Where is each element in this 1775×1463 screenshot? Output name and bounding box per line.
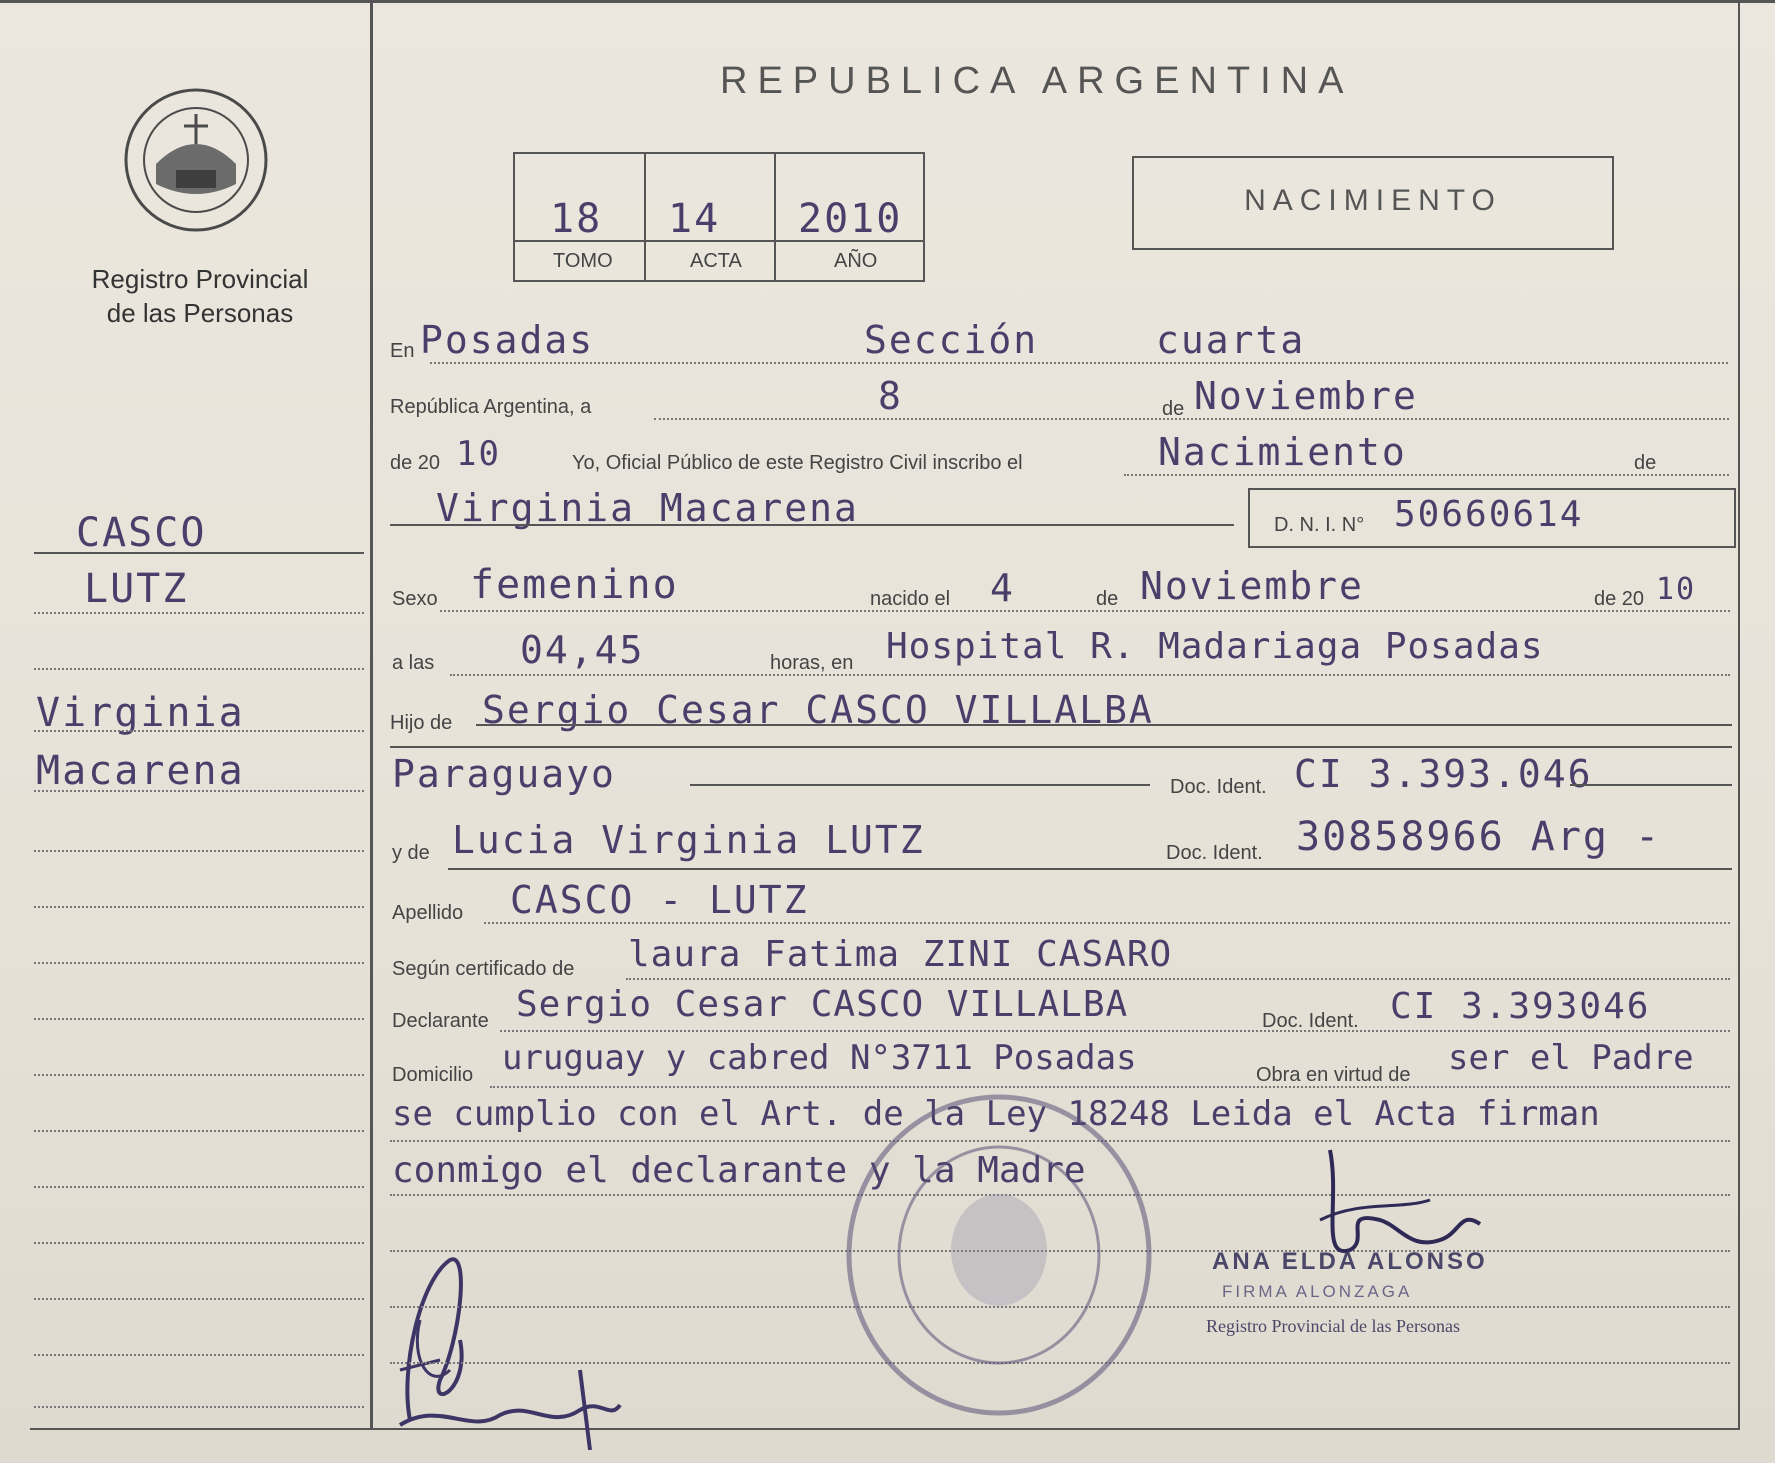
stub-line: [34, 850, 364, 852]
dotted-rule: [430, 362, 1728, 364]
provincial-seal: [120, 84, 272, 236]
father-nationality: Paraguayo: [392, 752, 616, 796]
year-suffix: 10: [456, 434, 501, 474]
father-name: Sergio Cesar CASCO VILLALBA: [482, 688, 1154, 732]
note-line-2: conmigo el declarante y la Madre: [392, 1150, 1086, 1191]
birth-month: Noviembre: [1140, 564, 1364, 608]
stub-line: [34, 1130, 364, 1132]
republica-label: República Argentina, a: [390, 396, 592, 418]
stub-given-2: Macarena: [36, 748, 245, 794]
city-value: Posadas: [420, 318, 595, 362]
stub-line: [34, 1406, 364, 1408]
child-name: Virginia Macarena: [436, 486, 859, 530]
country-title: REPUBLICA ARGENTINA: [720, 60, 1354, 102]
signature-declarante: [380, 1220, 640, 1450]
stub-line: [34, 1186, 364, 1188]
top-border: [0, 0, 1775, 3]
mother-doc: 30858966 Arg -: [1296, 814, 1662, 860]
apellido-label: Apellido: [392, 902, 464, 924]
tomo-value: 18: [550, 196, 603, 242]
month-value: Noviembre: [1194, 374, 1418, 418]
solid-rule: [690, 784, 1150, 786]
birth-year-suffix: 10: [1656, 572, 1697, 607]
hour-value: 04,45: [520, 628, 645, 672]
declarante-value: Sergio Cesar CASCO VILLALBA: [516, 984, 1129, 1025]
stub-line: [34, 730, 364, 732]
sexo-value: femenino: [470, 562, 679, 608]
stub-line: [34, 962, 364, 964]
right-border: [1738, 0, 1740, 1430]
stub-line: [34, 1074, 364, 1076]
acta-label: ACTA: [690, 250, 742, 272]
anio-label: AÑO: [834, 250, 878, 272]
mother-name: Lucia Virginia LUTZ: [452, 818, 925, 862]
stub-line: [34, 1298, 364, 1300]
de-label-2: de: [1634, 452, 1657, 474]
stub-rule: [34, 552, 364, 554]
solid-rule: [448, 868, 1732, 870]
stub-given-1: Virginia: [36, 690, 245, 736]
stub-line: [34, 1242, 364, 1244]
stub-line: [34, 1354, 364, 1356]
official-name: ANA ELDA ALONSO: [1212, 1248, 1488, 1275]
note-line-1: se cumplio con el Art. de la Ley 18248 Leida el Acta firman: [392, 1094, 1600, 1134]
solid-rule: [476, 724, 1732, 726]
horas-label: horas, en: [770, 652, 854, 674]
registry-name: Registro Provincial: [91, 264, 309, 294]
official-role: FIRMA ALONZAGA: [1222, 1282, 1413, 1301]
anio-value: 2010: [798, 196, 903, 242]
official-org: Registro Provincial de las Personas: [1206, 1316, 1460, 1336]
solid-rule: [390, 524, 1234, 526]
stub-line: [34, 906, 364, 908]
dotted-rule: [500, 1030, 1730, 1032]
stub-line: [34, 1018, 364, 1020]
sexo-label: Sexo: [392, 588, 438, 610]
day-value: 8: [878, 374, 903, 418]
stub-divider: [370, 0, 373, 1430]
dotted-rule: [450, 674, 1730, 676]
father-doc: CI 3.393.046: [1294, 752, 1593, 796]
dotted-rule: [1124, 474, 1729, 476]
doc-ident-label-2: Doc. Ident.: [1166, 842, 1263, 864]
stub-line: [34, 790, 364, 792]
dni-label: D. N. I. N°: [1274, 514, 1365, 536]
de-label-3: de: [1096, 588, 1119, 610]
birth-year-label: de 20: [1594, 588, 1645, 610]
stub-line: [34, 612, 364, 614]
stub-surname-2: LUTZ: [84, 566, 189, 612]
event-value: Nacimiento: [1158, 430, 1407, 474]
stub-surname-1: CASCO: [76, 510, 207, 556]
obra-label: Obra en virtud de: [1256, 1064, 1411, 1086]
nacido-label: nacido el: [870, 588, 951, 610]
declarante-doc: CI 3.393046: [1390, 986, 1651, 1027]
birth-day: 4: [990, 566, 1015, 610]
oficial-text: Yo, Oficial Público de este Registro Civil inscribo el: [572, 452, 1023, 474]
official-round-stamp: [842, 1090, 1156, 1420]
record-box-divider: [644, 152, 646, 280]
dotted-rule: [440, 610, 1730, 612]
domicilio-value: uruguay y cabred N°3711 Posadas: [502, 1038, 1137, 1078]
dni-value: 50660614: [1394, 494, 1584, 535]
en-label: En: [390, 340, 415, 362]
declarante-label: Declarante: [392, 1010, 489, 1032]
record-type: NACIMIENTO: [1244, 184, 1502, 217]
seccion-label: Sección: [864, 318, 1039, 362]
year-prefix: de 20: [390, 452, 441, 474]
dotted-rule: [654, 418, 1729, 420]
registry-name-line2: de las Personas: [106, 298, 294, 328]
obra-value: ser el Padre: [1448, 1038, 1694, 1078]
certificado-value: laura Fatima ZINI CASARO: [628, 934, 1173, 975]
record-box-divider: [774, 152, 776, 280]
hijo-label: Hijo de: [390, 712, 453, 734]
tomo-label: TOMO: [553, 250, 613, 272]
segun-label: Según certificado de: [392, 958, 575, 980]
seccion-value: cuarta: [1156, 318, 1306, 362]
bottom-border: [30, 1428, 1740, 1430]
de-label: de: [1162, 398, 1185, 420]
solid-rule: [1570, 784, 1732, 786]
a-las-label: a las: [392, 652, 435, 674]
solid-rule: [390, 746, 1732, 748]
doc-ident-label: Doc. Ident.: [1170, 776, 1267, 798]
stub-line: [34, 668, 364, 670]
acta-value: 14: [668, 196, 721, 242]
dotted-rule: [490, 1086, 1730, 1088]
domicilio-label: Domicilio: [392, 1064, 474, 1086]
dotted-rule: [484, 922, 1730, 924]
apellido-value: CASCO - LUTZ: [510, 878, 809, 922]
dotted-rule: [626, 978, 1730, 980]
doc-ident-label-3: Doc. Ident.: [1262, 1010, 1359, 1032]
y-de-label: y de: [392, 842, 430, 864]
place-value: Hospital R. Madariaga Posadas: [886, 626, 1544, 667]
